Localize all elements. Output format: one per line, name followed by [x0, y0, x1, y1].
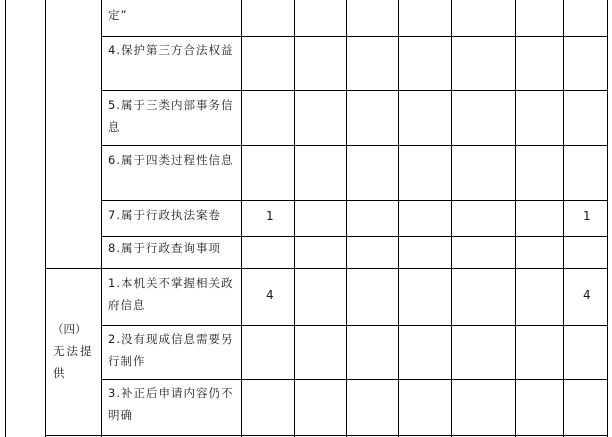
grid-line: [294, 0, 295, 437]
count-cell: 1: [583, 209, 591, 223]
row-label: 2.没有现成信息需要另行制作: [108, 332, 234, 368]
grid-line: [607, 0, 608, 437]
grid-line: [346, 0, 347, 437]
grid-line: [101, 0, 102, 437]
count-cell: 1: [266, 209, 274, 223]
count-cell: 4: [583, 288, 591, 302]
grid-line: [45, 0, 46, 437]
grid-line: [101, 90, 608, 91]
category-label: [47, 318, 101, 384]
row-label: 7.属于行政执法案卷: [108, 208, 221, 222]
grid-line: [101, 36, 608, 37]
grid-line: [101, 379, 608, 380]
grid-line: [101, 145, 608, 146]
row-label: 4.保护第三方合法权益: [108, 43, 234, 57]
grid-line: [101, 325, 608, 326]
grid-line: [563, 0, 564, 437]
category-label-line: 供: [53, 366, 65, 380]
grid-line: [451, 0, 452, 437]
row-label: 1.本机关不掌握相关政府信息: [108, 276, 234, 312]
row-label: 5.属于三类内部事务信息: [108, 98, 234, 134]
row-label: 3.补正后申请内容仍不明确: [108, 386, 234, 422]
grid-line: [5, 0, 6, 437]
count-cell: 4: [266, 288, 274, 302]
grid-line: [45, 268, 608, 269]
grid-line: [101, 200, 608, 201]
category-label-line: 无法提: [53, 344, 94, 358]
grid-line: [241, 0, 242, 437]
row-label: 8.属于行政查询事项: [108, 241, 221, 255]
grid-line: [45, 435, 608, 436]
grid-line: [515, 0, 516, 437]
row-label: 6.属于四类过程性信息: [108, 153, 234, 167]
grid-line: [398, 0, 399, 437]
row-label: 定”: [108, 8, 128, 22]
category-label-line: （四）: [52, 322, 87, 336]
